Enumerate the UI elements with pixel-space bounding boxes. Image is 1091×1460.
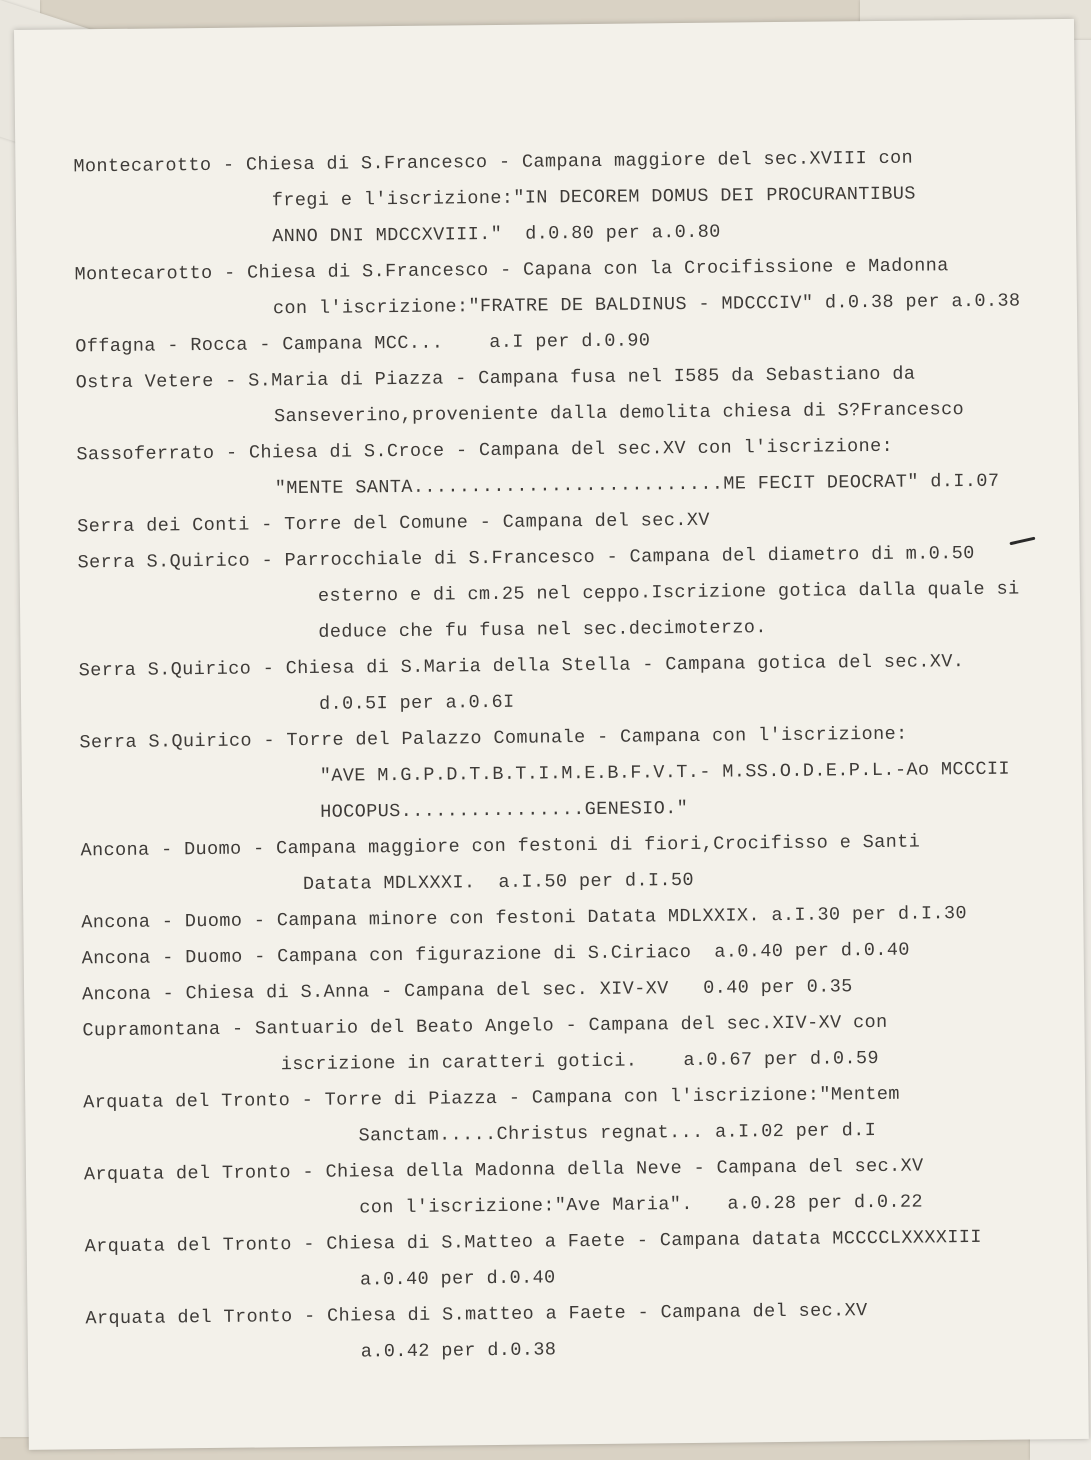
- entry-ancona-duomo-1: [80, 823, 1081, 905]
- entry-line: Sassoferrato - Chiesa di S.Croce - Campana del sec.XV con l'iscrizione:: [76, 435, 894, 466]
- entry-line: ANNO DNI MDCCXVIII." d.0.80 per a.0.80: [272, 221, 721, 248]
- bell-inventory-list: [73, 139, 1086, 1373]
- entry-line: "AVE M.G.P.D.T.B.T.I.M.E.B.F.V.T.- M.SS.O.D.E.P.L.-Ao MCCCII: [319, 758, 1011, 787]
- entry-line: Montecarotto - Chiesa di S.Francesco - Capana con la Crocifissione e Madonna: [74, 255, 949, 286]
- entry-arquata-4: [85, 1291, 1086, 1373]
- entry-line: HOCOPUS................GENESIO.": [320, 797, 689, 823]
- entry-line: a.0.40 per d.0.40: [359, 1267, 556, 1291]
- entry-serra-s-quirico-2: [79, 643, 1080, 725]
- entry-line: Sanctam.....Christus regnat... a.I.02 per d.I: [358, 1120, 877, 1147]
- entry-arquata-2: [84, 1147, 1085, 1229]
- entry-line: Ostra Vetere - S.Maria di Piazza - Campana fusa nel I585 da Sebastiano da: [75, 363, 916, 394]
- entry-line: Serra S.Quirico - Chiesa di S.Maria della Stella - Campana gotica del sec.XV.: [78, 651, 965, 682]
- entry-line: d.0.5I per a.0.6I: [318, 691, 515, 715]
- entry-line: Arquata del Tronto - Chiesa di S.matteo a Faete - Campana del sec.XV: [85, 1300, 868, 1330]
- entry-line: Arquata del Tronto - Torre di Piazza - Campana con l'iscrizione:"Mentem: [83, 1083, 900, 1114]
- entry-line: Serra S.Quirico - Torre del Palazzo Comunale - Campana con l'iscrizione:: [79, 723, 908, 754]
- entry-line: Ancona - Duomo - Campana con figurazione di S.Ciriaco a.0.40 per d.0.40: [81, 939, 910, 970]
- entry-line: iscrizione in caratteri gotici. a.0.67 per d.0.59: [280, 1047, 880, 1076]
- entry-line: Sanseverino,proveniente dalla demolita chiesa di S?Francesco: [273, 399, 965, 428]
- entry-line: Montecarotto - Chiesa di S.Francesco - Campana maggiore del sec.XVIII con: [73, 147, 914, 178]
- entry-montecarotto-2: [74, 247, 1075, 329]
- entry-line: con l'iscrizione:"FRATRE DE BALDINUS - MDCCCIV" d.0.38 per a.0.38: [272, 290, 1021, 320]
- entry-line: Datata MDLXXXI. a.I.50 per d.I.50: [302, 869, 695, 896]
- entry-line: Ancona - Duomo - Campana minore con festoni Datata MDLXXIX. a.I.30 per d.I.30: [81, 903, 968, 934]
- entry-line: Offagna - Rocca - Campana MCC... a.I per d.0.90: [75, 330, 651, 358]
- entry-line: deduce che fu fusa nel sec.decimoterzo.: [318, 617, 767, 643]
- entry-arquata-1: [83, 1075, 1084, 1157]
- entry-line: con l'iscrizione:"Ave Maria". a.0.28 per d.0.22: [359, 1191, 924, 1219]
- entry-arquata-3: [85, 1219, 1086, 1301]
- entry-line: esterno e di cm.25 nel ceppo.Iscrizione gotica dalla quale si: [317, 578, 1020, 607]
- entry-line: Ancona - Duomo - Campana maggiore con festoni di fiori,Crocifisso e Santi: [80, 831, 921, 862]
- entry-line: Serra S.Quirico - Parrocchiale di S.Francesco - Campana del diametro di m.0.50: [77, 542, 975, 574]
- entry-line: Arquata del Tronto - Chiesa della Madonna della Neve - Campana del sec.XV: [83, 1155, 924, 1186]
- entry-line: fregi e l'iscrizione:"IN DECOREM DOMUS DEI PROCURANTIBUS: [271, 183, 916, 212]
- entry-montecarotto-1: [73, 139, 1074, 257]
- entry-ostra-vetere: [76, 355, 1077, 437]
- entry-line: Arquata del Tronto - Chiesa di S.Matteo a Faete - Campana datata MCCCCLXXXXIII: [84, 1226, 982, 1258]
- entry-serra-s-quirico-3: [79, 715, 1080, 833]
- entry-cupramontana: [82, 1003, 1083, 1085]
- entry-sassoferrato: [76, 427, 1077, 509]
- entry-line: Serra dei Conti - Torre del Comune - Campana del sec.XV: [77, 509, 710, 538]
- entry-line: a.0.42 per d.0.38: [360, 1339, 557, 1363]
- entry-line: Ancona - Chiesa di S.Anna - Campana del sec. XIV-XV 0.40 per 0.35: [81, 976, 853, 1006]
- entry-line: "MENTE SANTA...........................ME FECIT DEOCRAT" d.I.07: [274, 470, 1000, 500]
- entry-line: Cupramontana - Santuario del Beato Angelo - Campana del sec.XIV-XV con: [82, 1011, 888, 1042]
- entry-serra-s-quirico-1: [77, 535, 1078, 653]
- typed-sheet: [14, 19, 1089, 1450]
